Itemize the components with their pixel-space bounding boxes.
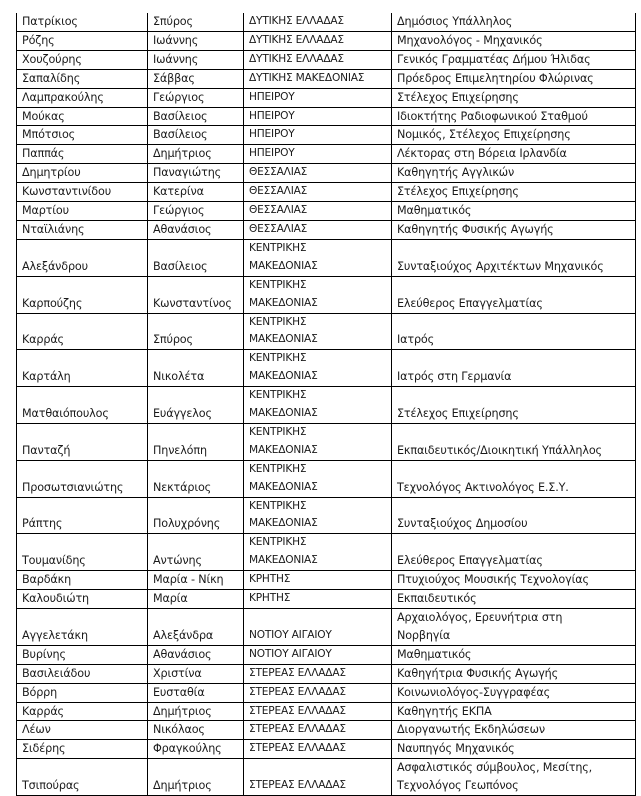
table-row [17,183,636,202]
region-cell: ΘΕΣΣΑΛΙΑΣ [244,202,392,221]
occupation-cell: Καθηγήτρια Φυσικής Αγωγής [392,664,636,683]
surname-cell: Τσιπούρας [17,759,148,796]
region-cell: ΣΤΕΡΕΑΣ ΕΛΛΑΔΑΣ [244,759,392,796]
surname-cell: Ράπτης [17,497,148,534]
surname-cell: Καλουδιώτη [17,590,148,609]
table-row [17,387,636,424]
surname-cell: Λαμπρακούλης [17,88,148,107]
first-name-cell: Μαρία [148,590,244,609]
occupation-cell: Ασφαλιστικός σύμβουλος, Μεσίτης, Τεχνολόγος Γεωπόνος [392,759,636,796]
occupation-cell: Μαθηματικός [392,202,636,221]
first-name-cell: Ευάγγελος [148,387,244,424]
occupation-cell: Εκπαιδευτικός [392,590,636,609]
table-row [17,645,636,664]
occupation-cell: Ιατρός στη Γερμανία [392,350,636,387]
region-cell: ΗΠΕΙΡΟΥ [244,88,392,107]
occupation-cell: Ελεύθερος Επαγγελματίας [392,276,636,313]
region-cell: ΚΕΝΤΡΙΚΗΣ ΜΑΚΕΔΟΝΙΑΣ [244,460,392,497]
occupation-cell: Τεχνολόγος Ακτινολόγος Ε.Σ.Υ. [392,460,636,497]
region-cell: ΘΕΣΣΑΛΙΑΣ [244,183,392,202]
table-row [17,759,636,796]
occupation-cell: Ναυπηγός Μηχανικός [392,740,636,759]
occupation-cell: Γενικός Γραμματέας Δήμου Ήλιδας [392,50,636,69]
occupation-cell: Πτυχιούχος Μουσικής Τεχνολογίας [392,571,636,590]
surname-cell: Βόρρη [17,683,148,702]
surname-cell: Ματθαιόπουλος [17,387,148,424]
surname-cell: Χουζούρης [17,50,148,69]
table-row [17,423,636,460]
region-cell: ΚΕΝΤΡΙΚΗΣ ΜΑΚΕΔΟΝΙΑΣ [244,534,392,571]
first-name-cell: Σπύρος [148,313,244,350]
region-cell: ΝΟΤΙΟΥ ΑΙΓΑΙΟΥ [244,645,392,664]
occupation-cell: Αρχαιολόγος, Ερευνήτρια στη Νορβηγία [392,609,636,646]
surname-cell: Μούκας [17,107,148,126]
table-row [17,664,636,683]
occupation-cell: Ελεύθερος Επαγγελματίας [392,534,636,571]
surname-cell: Πανταζή [17,423,148,460]
surname-cell: Παππάς [17,145,148,164]
occupation-cell: Στέλεχος Επιχείρησης [392,183,636,202]
first-name-cell: Πηνελόπη [148,423,244,460]
table-row [17,239,636,276]
occupation-cell: Καθηγητής ΕΚΠΑ [392,702,636,721]
first-name-cell: Δημήτριος [148,759,244,796]
first-name-cell: Αντώνης [148,534,244,571]
region-cell: ΣΤΕΡΕΑΣ ΕΛΛΑΔΑΣ [244,683,392,702]
table-row [17,350,636,387]
first-name-cell: Βασίλειος [148,107,244,126]
first-name-cell: Σπύρος [148,13,244,31]
occupation-cell: Συνταξιούχος Δημοσίου [392,497,636,534]
table-row [17,220,636,239]
table-row [17,460,636,497]
table-row [17,683,636,702]
table-row [17,590,636,609]
region-cell: ΚΕΝΤΡΙΚΗΣ ΜΑΚΕΔΟΝΙΑΣ [244,313,392,350]
surname-cell: Βυρίνης [17,645,148,664]
first-name-cell: Νεκτάριος [148,460,244,497]
region-cell: ΣΤΕΡΕΑΣ ΕΛΛΑΔΑΣ [244,740,392,759]
first-name-cell: Σάββας [148,69,244,88]
table-row [17,126,636,145]
surname-cell: Αλεξάνδρου [17,239,148,276]
first-name-cell: Παναγιώτης [148,164,244,183]
first-name-cell: Βασίλειος [148,239,244,276]
surname-cell: Κωνσταντινίδου [17,183,148,202]
table-body [17,13,636,796]
table-row [17,88,636,107]
surname-cell: Καρράς [17,702,148,721]
region-cell: ΚΡΗΤΗΣ [244,590,392,609]
occupation-cell: Κοινωνιολόγος-Συγγραφέας [392,683,636,702]
region-cell: ΚΡΗΤΗΣ [244,571,392,590]
region-cell: ΘΕΣΣΑΛΙΑΣ [244,220,392,239]
first-name-cell: Γεώργιος [148,202,244,221]
region-cell: ΣΤΕΡΕΑΣ ΕΛΛΑΔΑΣ [244,702,392,721]
first-name-cell: Κωνσταντίνος [148,276,244,313]
surname-cell: Ρόζης [17,31,148,50]
occupation-cell: Ιατρός [392,313,636,350]
first-name-cell: Φραγκούλης [148,740,244,759]
first-name-cell: Αθανάσιος [148,645,244,664]
occupation-cell: Διοργανωτής Εκδηλώσεων [392,721,636,740]
table-row [17,202,636,221]
first-name-cell: Βασίλειος [148,126,244,145]
occupation-cell: Καθηγητής Αγγλικών [392,164,636,183]
table-row [17,31,636,50]
table-row [17,721,636,740]
table-row [17,702,636,721]
surname-cell: Νταϊλιάνης [17,220,148,239]
table-row [17,276,636,313]
occupation-cell: Λέκτορας στη Βόρεια Ιρλανδία [392,145,636,164]
table-row [17,571,636,590]
surname-cell: Σαπαλίδης [17,69,148,88]
occupation-cell: Στέλεχος Επιχείρησης [392,88,636,107]
first-name-cell: Αθανάσιος [148,220,244,239]
occupation-cell: Πρόεδρος Επιμελητηρίου Φλώρινας [392,69,636,88]
surname-cell: Αγγελετάκη [17,609,148,646]
region-cell: ΔΥΤΙΚΗΣ ΜΑΚΕΔΟΝΙΑΣ [244,69,392,88]
region-cell: ΚΕΝΤΡΙΚΗΣ ΜΑΚΕΔΟΝΙΑΣ [244,350,392,387]
table-row [17,164,636,183]
first-name-cell: Νικολέτα [148,350,244,387]
table-row [17,497,636,534]
surname-cell: Σιδέρης [17,740,148,759]
first-name-cell: Κατερίνα [148,183,244,202]
first-name-cell: Αλεξάνδρα [148,609,244,646]
region-cell: ΚΕΝΤΡΙΚΗΣ ΜΑΚΕΔΟΝΙΑΣ [244,239,392,276]
first-name-cell: Χριστίνα [148,664,244,683]
occupation-cell: Νομικός, Στέλεχος Επιχείρησης [392,126,636,145]
surname-cell: Λέων [17,721,148,740]
region-cell: ΝΟΤΙΟΥ ΑΙΓΑΙΟΥ [244,609,392,646]
first-name-cell: Ευσταθία [148,683,244,702]
occupation-cell: Ιδιοκτήτης Ραδιοφωνικού Σταθμού [392,107,636,126]
table-row [17,107,636,126]
table-row [17,534,636,571]
first-name-cell: Νικόλαος [148,721,244,740]
occupation-cell: Καθηγητής Φυσικής Αγωγής [392,220,636,239]
first-name-cell: Πολυχρόνης [148,497,244,534]
table-row [17,313,636,350]
first-name-cell: Δημήτριος [148,145,244,164]
surname-cell: Τουμανίδης [17,534,148,571]
region-cell: ΚΕΝΤΡΙΚΗΣ ΜΑΚΕΔΟΝΙΑΣ [244,387,392,424]
surname-cell: Πατρίκιος [17,13,148,31]
table-row [17,609,636,646]
region-cell: ΔΥΤΙΚΗΣ ΕΛΛΑΔΑΣ [244,50,392,69]
occupation-cell: Δημόσιος Υπάλληλος [392,13,636,31]
occupation-cell: Μηχανολόγος - Μηχανικός [392,31,636,50]
region-cell: ΗΠΕΙΡΟΥ [244,126,392,145]
table-row [17,740,636,759]
candidates-table [16,13,636,796]
region-cell: ΚΕΝΤΡΙΚΗΣ ΜΑΚΕΔΟΝΙΑΣ [244,423,392,460]
first-name-cell: Ιωάννης [148,50,244,69]
first-name-cell: Ιωάννης [148,31,244,50]
surname-cell: Καρράς [17,313,148,350]
surname-cell: Μαρτίου [17,202,148,221]
region-cell: ΔΥΤΙΚΗΣ ΕΛΛΑΔΑΣ [244,13,392,31]
region-cell: ΗΠΕΙΡΟΥ [244,145,392,164]
occupation-cell: Εκπαιδευτικός/Διοικητική Υπάλληλος [392,423,636,460]
occupation-cell: Συνταξιούχος Αρχιτέκτων Μηχανικός [392,239,636,276]
occupation-cell: Μαθηματικός [392,645,636,664]
surname-cell: Βασιλειάδου [17,664,148,683]
region-cell: ΗΠΕΙΡΟΥ [244,107,392,126]
first-name-cell: Δημήτριος [148,702,244,721]
surname-cell: Προσωτσιανιώτης [17,460,148,497]
table-row [17,69,636,88]
first-name-cell: Μαρία - Νίκη [148,571,244,590]
region-cell: ΚΕΝΤΡΙΚΗΣ ΜΑΚΕΔΟΝΙΑΣ [244,497,392,534]
region-cell: ΣΤΕΡΕΑΣ ΕΛΛΑΔΑΣ [244,664,392,683]
occupation-cell: Στέλεχος Επιχείρησης [392,387,636,424]
first-name-cell: Γεώργιος [148,88,244,107]
table-row [17,145,636,164]
surname-cell: Μπότσιος [17,126,148,145]
region-cell: ΣΤΕΡΕΑΣ ΕΛΛΑΔΑΣ [244,721,392,740]
table-row [17,50,636,69]
region-cell: ΘΕΣΣΑΛΙΑΣ [244,164,392,183]
region-cell: ΚΕΝΤΡΙΚΗΣ ΜΑΚΕΔΟΝΙΑΣ [244,276,392,313]
surname-cell: Δημητρίου [17,164,148,183]
surname-cell: Καρπούζης [17,276,148,313]
surname-cell: Βαρδάκη [17,571,148,590]
surname-cell: Καρτάλη [17,350,148,387]
table-row [17,13,636,31]
region-cell: ΔΥΤΙΚΗΣ ΕΛΛΑΔΑΣ [244,31,392,50]
